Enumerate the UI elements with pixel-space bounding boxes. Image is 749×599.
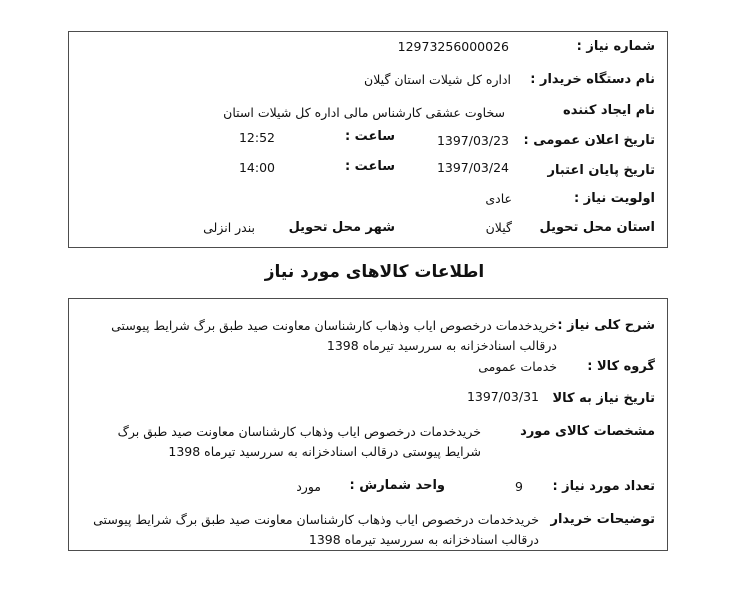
announce-date-label: تاریخ اعلان عمومی : [523,133,655,148]
need-date-label: تاریخ نیاز به کالا [552,391,655,406]
buyer-org-label: نام دستگاه خریدار : [530,72,655,87]
validity-time-label: ساعت : [344,159,395,174]
goods-group-label: گروه کالا : [587,359,655,374]
need-info-panel [68,31,668,248]
delivery-city-value: بندر انزلی [203,220,255,235]
announce-date-value: 1397/03/23 [436,133,509,148]
priority-value: عادی [485,191,512,206]
creator-label: نام ایجاد کننده [563,103,655,118]
delivery-province-label: استان محل تحویل [539,220,655,235]
validity-date-label: تاریخ پایان اعتبار [547,163,655,178]
goods-info-panel [68,298,668,551]
buyer-notes-value: خریدخدمات درخصوص ایاب وذهاب کارشناسان معاونت صید طبق برگ شرایط پیوستی درقالب اسنادخزانه به سررسید تیرماه 1398 [93,512,539,547]
description-value: خریدخدمات درخصوص ایاب وذهاب کارشناسان معاونت صید طبق برگ شرایط پیوستی درقالب اسنادخزانه به سررسید تیرماه 1398 [111,318,557,353]
need-date-value: 1397/03/31 [466,389,539,404]
goods-specs-label: مشخصات کالای مورد [520,424,655,439]
need-number-label: شماره نیاز : [576,39,655,54]
validity-time-value: 14:00 [238,160,275,175]
buyer-org-value: اداره کل شیلات استان گیلان [364,72,511,87]
count-unit-label: واحد شمارش : [349,478,445,493]
goods-specs-value: خریدخدمات درخصوص ایاب وذهاب کارشناسان معاونت صید طبق برگ شرایط پیوستی درقالب اسنادخزانه به سررسید تیرماه 1398 [117,424,481,459]
announce-time-label: ساعت : [344,129,395,144]
quantity-label: تعداد مورد نیاز : [552,479,655,494]
delivery-province-value: گیلان [485,220,512,235]
goods-section-title: اطلاعات کالاهای مورد نیاز [264,262,485,282]
delivery-city-label: شهر محل تحویل [288,220,395,235]
quantity-value: 9 [515,479,523,494]
count-unit-value: مورد [296,479,321,494]
buyer-notes-label: توضیحات خریدار [550,512,655,527]
creator-value: سخاوت عشقی کارشناس مالی اداره کل شیلات استان [223,105,505,120]
validity-date-value: 1397/03/24 [436,160,509,175]
priority-label: اولویت نیاز : [573,191,655,206]
announce-time-value: 12:52 [238,130,275,145]
description-label: شرح کلی نیاز : [557,318,655,333]
need-number-value: 12973256000026 [397,39,509,54]
goods-group-value: خدمات عمومی [478,359,557,374]
